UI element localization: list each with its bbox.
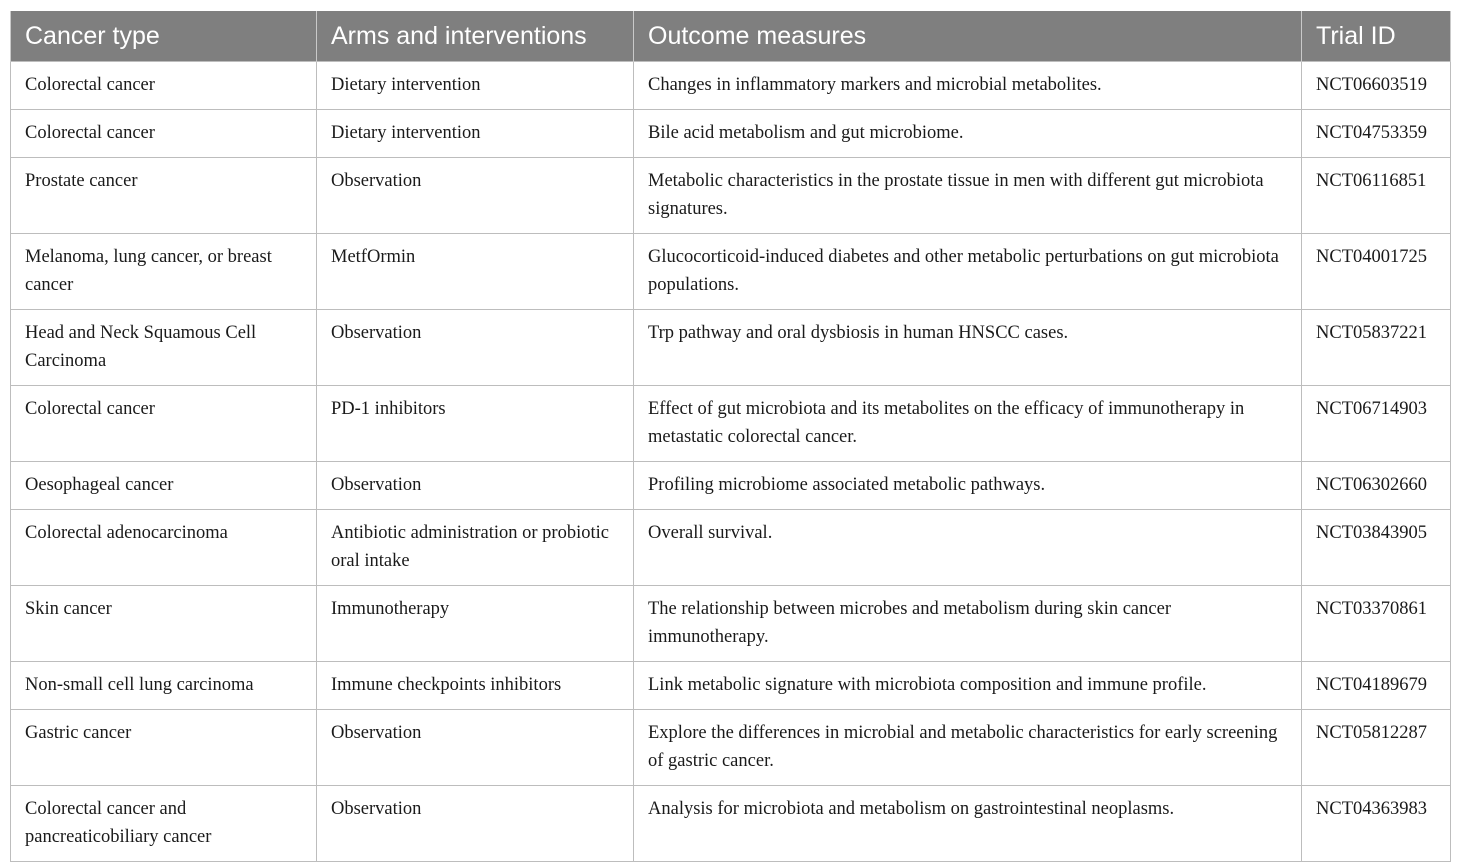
table-row <box>11 586 1451 662</box>
cell-outcome: Bile acid metabolism and gut microbiome. <box>634 110 1302 158</box>
cell-cancer-type: Colorectal adenocarcinoma <box>11 510 317 586</box>
cell-arms: PD-1 inhibitors <box>317 386 634 462</box>
cell-trial-id: NCT04001725 <box>1302 234 1451 310</box>
cell-cancer-type: Prostate cancer <box>11 158 317 234</box>
cell-cancer-type: Colorectal cancer <box>11 386 317 462</box>
cell-cancer-type: Colorectal cancer and pancreaticobiliary cancer <box>11 786 317 862</box>
table-row <box>11 462 1451 510</box>
cell-trial-id: NCT06302660 <box>1302 462 1451 510</box>
table-row <box>11 62 1451 110</box>
cell-cancer-type: Colorectal cancer <box>11 62 317 110</box>
cell-trial-id: NCT04363983 <box>1302 786 1451 862</box>
cell-arms: Dietary intervention <box>317 110 634 158</box>
cell-outcome: Metabolic characteristics in the prostate tissue in men with different gut microbiota signatures. <box>634 158 1302 234</box>
table-body <box>11 62 1451 862</box>
cell-outcome: The relationship between microbes and metabolism during skin cancer immunotherapy. <box>634 586 1302 662</box>
header-row <box>11 11 1451 62</box>
cell-outcome: Glucocorticoid-induced diabetes and other metabolic perturbations on gut microbiota populations. <box>634 234 1302 310</box>
cell-trial-id: NCT04753359 <box>1302 110 1451 158</box>
trials-table-container <box>10 11 1450 862</box>
cell-arms: Observation <box>317 158 634 234</box>
table-row <box>11 158 1451 234</box>
cell-outcome: Changes in inflammatory markers and microbial metabolites. <box>634 62 1302 110</box>
clinical-trials-table <box>10 11 1451 862</box>
cell-outcome: Effect of gut microbiota and its metabolites on the efficacy of immunotherapy in metastatic colorectal cancer. <box>634 386 1302 462</box>
cell-arms: Dietary intervention <box>317 62 634 110</box>
cell-trial-id: NCT05837221 <box>1302 310 1451 386</box>
table-row <box>11 510 1451 586</box>
cell-outcome: Trp pathway and oral dysbiosis in human HNSCC cases. <box>634 310 1302 386</box>
table-row <box>11 662 1451 710</box>
header-arms-interventions: Arms and interventions <box>317 11 634 62</box>
header-trial-id: Trial ID <box>1302 11 1451 62</box>
cell-outcome: Profiling microbiome associated metabolic pathways. <box>634 462 1302 510</box>
cell-outcome: Overall survival. <box>634 510 1302 586</box>
cell-cancer-type: Non-small cell lung carcinoma <box>11 662 317 710</box>
table-row <box>11 234 1451 310</box>
table-row <box>11 386 1451 462</box>
cell-cancer-type: Oesophageal cancer <box>11 462 317 510</box>
cell-arms: Observation <box>317 710 634 786</box>
cell-outcome: Explore the differences in microbial and metabolic characteristics for early screening of gastric cancer. <box>634 710 1302 786</box>
cell-cancer-type: Skin cancer <box>11 586 317 662</box>
header-cancer-type: Cancer type <box>11 11 317 62</box>
cell-trial-id: NCT03843905 <box>1302 510 1451 586</box>
cell-arms: Observation <box>317 786 634 862</box>
cell-cancer-type: Melanoma, lung cancer, or breast cancer <box>11 234 317 310</box>
header-outcome-measures: Outcome measures <box>634 11 1302 62</box>
cell-trial-id: NCT06714903 <box>1302 386 1451 462</box>
cell-arms: Immunotherapy <box>317 586 634 662</box>
cell-arms: Antibiotic administration or probiotic oral intake <box>317 510 634 586</box>
cell-arms: Observation <box>317 310 634 386</box>
cell-outcome: Link metabolic signature with microbiota composition and immune profile. <box>634 662 1302 710</box>
cell-cancer-type: Gastric cancer <box>11 710 317 786</box>
cell-trial-id: NCT06603519 <box>1302 62 1451 110</box>
cell-cancer-type: Colorectal cancer <box>11 110 317 158</box>
cell-arms: MetfOrmin <box>317 234 634 310</box>
table-row <box>11 786 1451 862</box>
cell-trial-id: NCT03370861 <box>1302 586 1451 662</box>
cell-trial-id: NCT04189679 <box>1302 662 1451 710</box>
table-header <box>11 11 1451 62</box>
table-row <box>11 110 1451 158</box>
cell-arms: Immune checkpoints inhibitors <box>317 662 634 710</box>
cell-arms: Observation <box>317 462 634 510</box>
cell-cancer-type: Head and Neck Squamous Cell Carcinoma <box>11 310 317 386</box>
table-row <box>11 310 1451 386</box>
table-row <box>11 710 1451 786</box>
cell-trial-id: NCT05812287 <box>1302 710 1451 786</box>
cell-trial-id: NCT06116851 <box>1302 158 1451 234</box>
cell-outcome: Analysis for microbiota and metabolism on gastrointestinal neoplasms. <box>634 786 1302 862</box>
